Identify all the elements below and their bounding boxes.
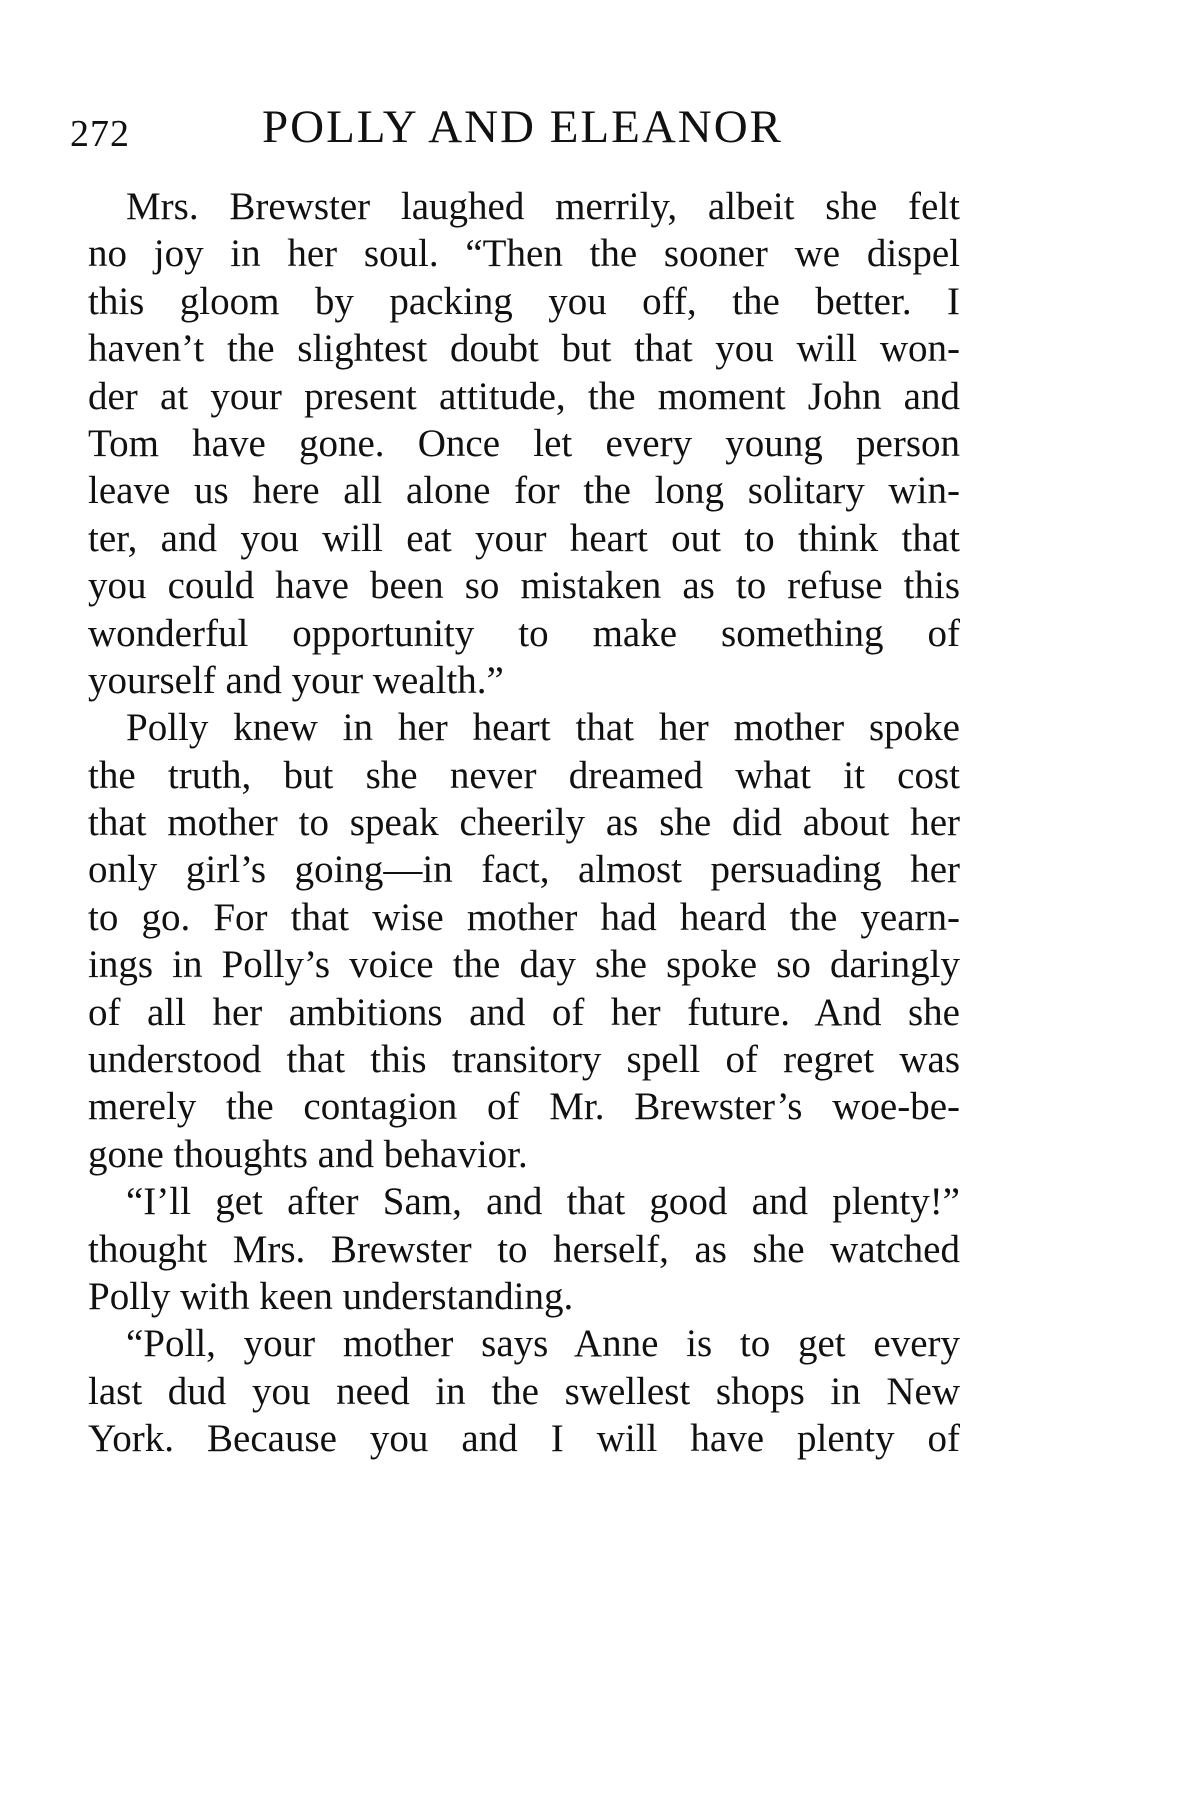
text-line: yourself and your wealth.” (88, 658, 504, 702)
text-line: that mother to speak cheerily as she did about her (88, 801, 960, 845)
text-line: “Poll, your mother says Anne is to get every (126, 1322, 960, 1366)
text-line: Polly with keen understanding. (88, 1274, 574, 1318)
paragraph (88, 183, 960, 704)
text-line: ter, and you will eat your heart out to think that (88, 516, 960, 560)
text-line: of all her ambitions and of her future. And she (88, 990, 960, 1034)
paragraph (88, 1320, 960, 1462)
text-line: “I’ll get after Sam, and that good and plenty!” (126, 1180, 960, 1224)
text-line: no joy in her soul. “Then the sooner we dispel (88, 232, 960, 276)
page-header (70, 100, 1070, 160)
text-line: gone thoughts and behavior. (88, 1132, 528, 1176)
text-line: Tom have gone. Once let every young person (88, 421, 960, 465)
text-line: to go. For that wise mother had heard the yearn- (88, 895, 960, 939)
text-line: Polly knew in her heart that her mother spoke (126, 706, 960, 750)
text-line: York. Because you and I will have plenty of (88, 1417, 960, 1461)
page-number: 272 (70, 113, 130, 155)
text-line: haven’t the slightest doubt but that you will won- (88, 327, 960, 371)
paragraph (88, 1178, 960, 1320)
paragraph (88, 704, 960, 1178)
text-line: this gloom by packing you off, the better. I (88, 279, 960, 323)
page-body (88, 183, 960, 1463)
text-line: der at your present attitude, the moment John and (88, 374, 960, 418)
text-line: ings in Polly’s voice the day she spoke so daringly (88, 943, 960, 987)
text-line: leave us here all alone for the long solitary win- (88, 469, 960, 513)
text-line: wonderful opportunity to make something of (88, 611, 960, 655)
text-line: the truth, but she never dreamed what it cost (88, 753, 960, 797)
text-line: understood that this transitory spell of regret was (88, 1038, 960, 1082)
text-line: last dud you need in the swellest shops in New (88, 1369, 960, 1413)
text-line: Mrs. Brewster laughed merrily, albeit she felt (126, 185, 960, 228)
text-line: you could have been so mistaken as to refuse this (88, 564, 960, 608)
running-title: POLLY AND ELEANOR (262, 101, 784, 153)
text-line: thought Mrs. Brewster to herself, as she watched (88, 1227, 960, 1271)
text-line: only girl’s going—in fact, almost persuading her (88, 848, 960, 892)
text-line: merely the contagion of Mr. Brewster’s woe-be- (88, 1085, 960, 1129)
